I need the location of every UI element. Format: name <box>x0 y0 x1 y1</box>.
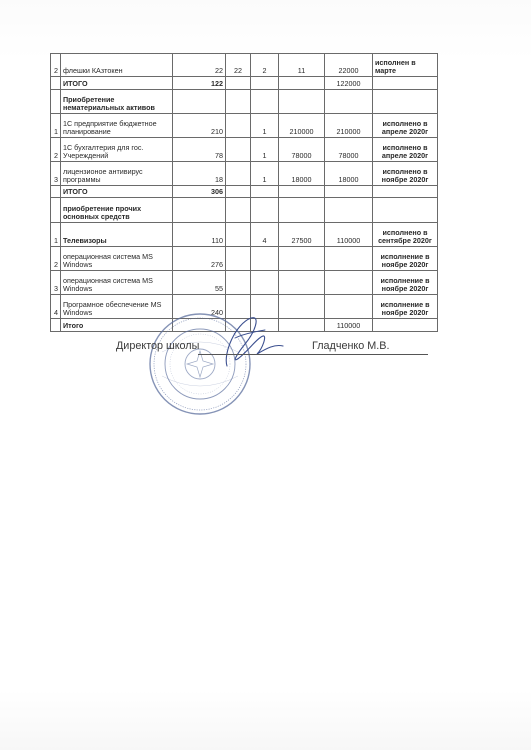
cell-name: Телевизоры <box>61 223 173 247</box>
table-row <box>51 271 438 295</box>
cell-status <box>373 90 438 114</box>
cell-c5 <box>251 198 279 223</box>
signatory-name: Гладченко М.В. <box>312 340 390 352</box>
cell-sum: 110000 <box>325 319 373 332</box>
cell-qty: 210 <box>173 114 226 138</box>
cell-status: исполнение в ноябре 2020г <box>373 247 438 271</box>
cell-name: операционная система MS Windows <box>61 271 173 295</box>
cell-c5 <box>251 247 279 271</box>
cell-qty: 78 <box>173 138 226 162</box>
table-row <box>51 186 438 198</box>
table-row <box>51 223 438 247</box>
cell-c5: 2 <box>251 54 279 77</box>
cell-qty: 55 <box>173 271 226 295</box>
table-row <box>51 114 438 138</box>
cell-price <box>279 198 325 223</box>
cell-price <box>279 186 325 198</box>
cell-status <box>373 198 438 223</box>
cell-c4 <box>226 198 251 223</box>
cell-qty: 22 <box>173 54 226 77</box>
cell-c4 <box>226 271 251 295</box>
cell-sum <box>325 247 373 271</box>
cell-c5: 1 <box>251 162 279 186</box>
cell-c4 <box>226 247 251 271</box>
cell-qty <box>173 198 226 223</box>
cell-no: 2 <box>51 247 61 271</box>
cell-name: Приобретение нематериальных активов <box>61 90 173 114</box>
cell-c5 <box>251 271 279 295</box>
cell-name: Итого <box>61 319 173 332</box>
cell-sum <box>325 271 373 295</box>
cell-qty: 18 <box>173 162 226 186</box>
cell-name: Програмное обеспечение MS Windows <box>61 295 173 319</box>
cell-sum <box>325 295 373 319</box>
cell-sum <box>325 90 373 114</box>
cell-price: 210000 <box>279 114 325 138</box>
cell-c5 <box>251 77 279 90</box>
cell-c4 <box>226 77 251 90</box>
table-row <box>51 90 438 114</box>
cell-status: исполнен в марте <box>373 54 438 77</box>
cell-c4: 22 <box>226 54 251 77</box>
cell-status: исполнено в ноябре 2020г <box>373 162 438 186</box>
cell-status: исполнено в сентябре 2020г <box>373 223 438 247</box>
cell-no <box>51 77 61 90</box>
cell-no: 2 <box>51 138 61 162</box>
cell-name: лицензионое антивирус программы <box>61 162 173 186</box>
cell-c5 <box>251 186 279 198</box>
cell-sum: 210000 <box>325 114 373 138</box>
cell-sum <box>325 198 373 223</box>
table-row <box>51 138 438 162</box>
cell-sum: 122000 <box>325 77 373 90</box>
cell-no: 1 <box>51 223 61 247</box>
cell-sum <box>325 186 373 198</box>
procurement-table <box>50 53 438 332</box>
cell-status <box>373 77 438 90</box>
cell-name: 1С бухгалтерия для гос. Учереждений <box>61 138 173 162</box>
cell-status: исполнено в апреле 2020г <box>373 114 438 138</box>
cell-qty: 276 <box>173 247 226 271</box>
cell-qty: 122 <box>173 77 226 90</box>
cell-qty: 110 <box>173 223 226 247</box>
cell-qty: 306 <box>173 186 226 198</box>
cell-price <box>279 247 325 271</box>
cell-name: флешки КАзтокен <box>61 54 173 77</box>
cell-c4 <box>226 186 251 198</box>
table-row <box>51 54 438 77</box>
cell-price: 11 <box>279 54 325 77</box>
cell-price: 27500 <box>279 223 325 247</box>
cell-c5: 1 <box>251 114 279 138</box>
cell-sum: 22000 <box>325 54 373 77</box>
cell-qty: 240 <box>173 295 226 319</box>
cell-c5: 4 <box>251 223 279 247</box>
cell-c4 <box>226 114 251 138</box>
cell-no: 1 <box>51 114 61 138</box>
cell-no: 3 <box>51 271 61 295</box>
cell-price <box>279 77 325 90</box>
table-row <box>51 162 438 186</box>
signature-line <box>198 354 428 355</box>
cell-status: исполнение в ноябре 2020г <box>373 295 438 319</box>
cell-no <box>51 90 61 114</box>
cell-status <box>373 319 438 332</box>
cell-name: ИТОГО <box>61 186 173 198</box>
cell-c5 <box>251 90 279 114</box>
cell-no: 2 <box>51 54 61 77</box>
cell-status: исполнение в ноябре 2020г <box>373 271 438 295</box>
cell-c4 <box>226 90 251 114</box>
cell-c4 <box>226 223 251 247</box>
cell-c4 <box>226 162 251 186</box>
signature-title: Директор школы <box>116 340 200 352</box>
cell-name: ИТОГО <box>61 77 173 90</box>
cell-c4 <box>226 138 251 162</box>
cell-sum: 110000 <box>325 223 373 247</box>
table-row <box>51 198 438 223</box>
cell-no: 3 <box>51 162 61 186</box>
cell-status <box>373 186 438 198</box>
cell-no <box>51 319 61 332</box>
cell-name: 1С предприятие бюджетное планирование <box>61 114 173 138</box>
table-row <box>51 77 438 90</box>
cell-no: 4 <box>51 295 61 319</box>
cell-name: приобретение прочих основных средств <box>61 198 173 223</box>
cell-name: операционная система MS Windows <box>61 247 173 271</box>
signature-block <box>116 340 436 360</box>
cell-status: исполнено в апреле 2020г <box>373 138 438 162</box>
cell-qty <box>173 90 226 114</box>
cell-price <box>279 271 325 295</box>
cell-no <box>51 198 61 223</box>
cell-c5: 1 <box>251 138 279 162</box>
cell-price: 18000 <box>279 162 325 186</box>
cell-no <box>51 186 61 198</box>
table-row <box>51 247 438 271</box>
cell-sum: 78000 <box>325 138 373 162</box>
cell-price: 78000 <box>279 138 325 162</box>
cell-sum: 18000 <box>325 162 373 186</box>
cell-price <box>279 90 325 114</box>
